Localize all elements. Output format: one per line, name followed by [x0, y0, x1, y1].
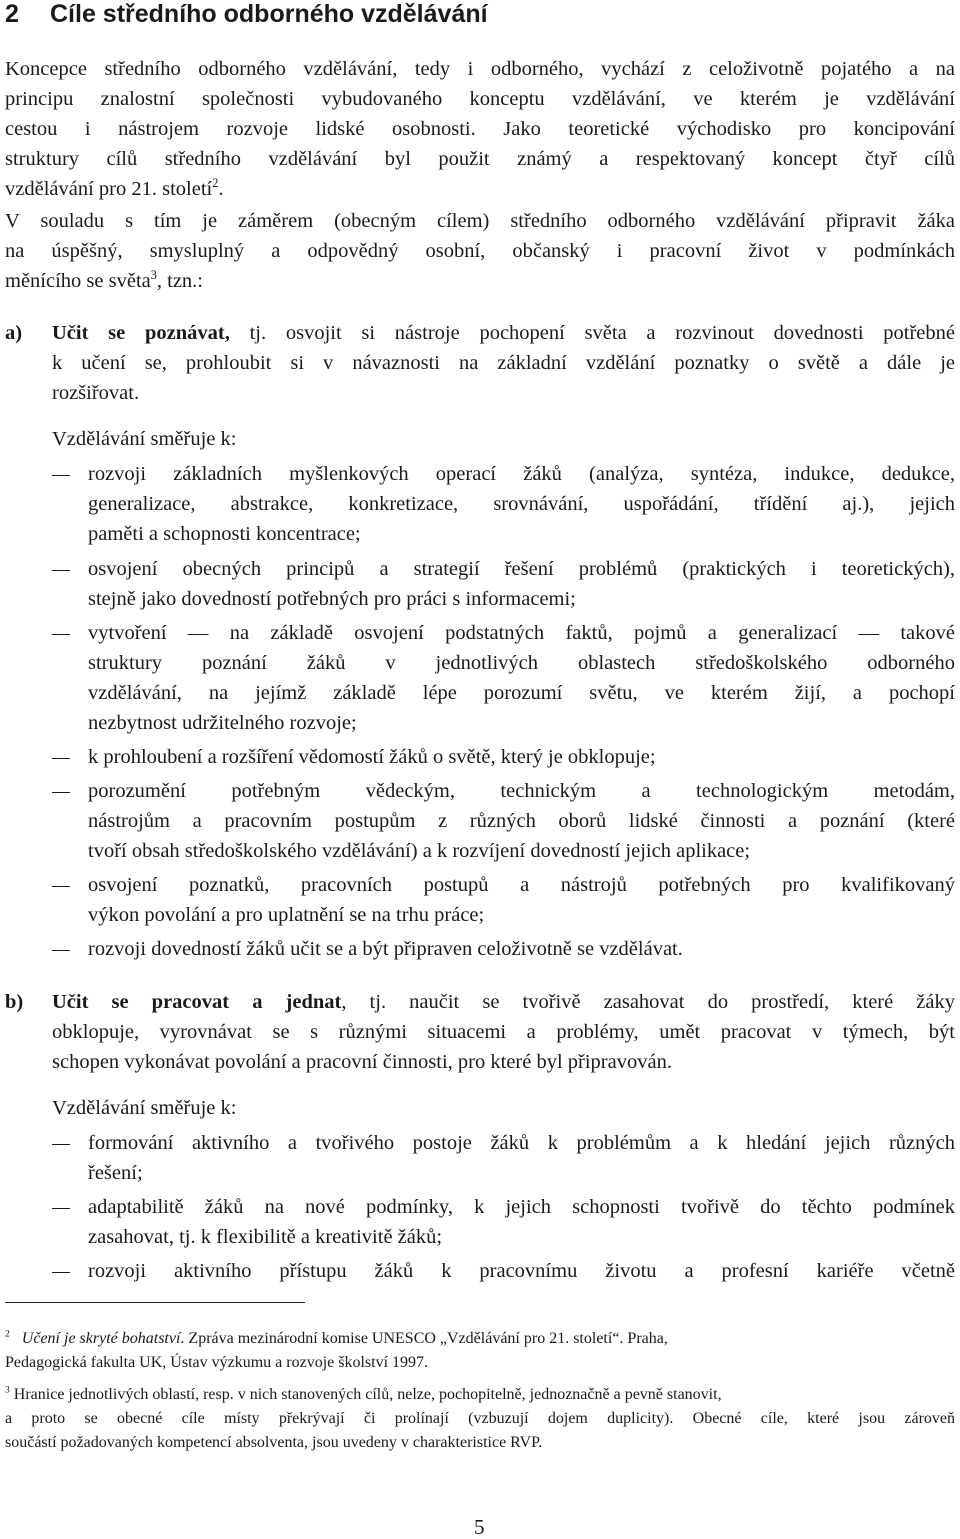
list-item-line: tvoří obsah středoškolského vzdělávání) a k rozvíjení dovedností jejich aplikace;	[88, 840, 751, 862]
footnote-3-line-2: a proto se obecné cíle místy překrývají či prolínají (vzbuzují dojem duplicity). Obecné cíle, které jsou zároveň	[5, 1410, 955, 1427]
list-item-line: paměti a schopnosti koncentrace;	[88, 523, 361, 545]
section-b-marker: b)	[5, 991, 24, 1013]
bullet-dash	[52, 475, 70, 476]
bullet-dash	[52, 792, 70, 793]
list-item-line: nezbytnost udržitelného rozvoje;	[88, 712, 357, 734]
list-item-line: zasahovat, tj. k flexibilitě a kreativitě žáků;	[88, 1226, 443, 1248]
intro-line-4: struktury cílů středního vzdělávání byl použit známý a respektovaný koncept čtyř cílů	[5, 148, 955, 170]
section-heading	[5, 0, 488, 29]
section-a-line-1: Učit se poznávat, tj. osvojit si nástroje pochopení světa a rozvinout dovednosti potřebné	[52, 322, 956, 344]
section-b-title: Učit se pracovat a jednat	[52, 991, 342, 1013]
section-b-line-2: obklopuje, vyrovnávat se s různými situacemi a problémy, umět pracovat v týmech, být	[52, 1021, 955, 1043]
footnote-2-line-2: Pedagogická fakulta UK, Ústav výzkumu a rozvoje školství 1997.	[5, 1354, 429, 1371]
footnote-ref-2[interactable]: 2	[212, 176, 219, 191]
section-a-line-2: k učení se, prohloubit si v návaznosti na základní vzdělání poznatky o světě a dále je	[52, 352, 955, 374]
footnote-3-line-3: součástí požadovaných kompetencí absolventa, jsou uvedeny v charakteristice RVP.	[5, 1434, 543, 1451]
list-item-line: adaptabilitě žáků na nové podmínky, k jejich schopnosti tvořivě do těchto podmínek	[88, 1196, 955, 1218]
section-a-title: Učit se poznávat,	[52, 322, 230, 344]
para2-line-3: měnícího se světa$^3$, tzn.:	[5, 268, 204, 292]
list-item-line: osvojení poznatků, pracovních postupů a nástrojů potřebných pro kvalifikovaný	[88, 874, 955, 896]
intro-line-5: vzdělávání pro 21. století$^2$.	[5, 176, 224, 200]
list-item-line: porozumění potřebným vědeckým, technickým a technologickým metodám,	[88, 780, 955, 802]
list-item-line: řešení;	[88, 1162, 143, 1184]
footnote-separator	[5, 1302, 305, 1303]
list-item-line: výkon povolání a pro uplatnění se na trhu práce;	[88, 904, 485, 926]
bullet-dash	[52, 758, 70, 759]
para2-line-1: V souladu s tím je záměrem (obecným cílem) středního odborného vzdělávání připravit žáka	[5, 210, 955, 232]
list-item-line: k prohloubení a rozšíření vědomostí žáků o světě, který je obklopuje;	[88, 746, 656, 768]
bullet-dash	[52, 570, 70, 571]
section-b-line-3: schopen vykonávat povolání a pracovní činnosti, pro které byl připravován.	[52, 1051, 672, 1073]
section-a-lead: Vzdělávání směřuje k:	[52, 428, 237, 450]
section-a-line-3: rozšiřovat.	[52, 382, 140, 404]
bullet-dash	[52, 634, 70, 635]
footnote-2-line-1: $^2$ Učení je skryté bohatství. Zpráva mezinárodní komise UNESCO „Vzdělávání pro 21. století“. Praha,	[5, 1328, 668, 1347]
footnote-2-mark: 2	[5, 1328, 10, 1340]
section-b-lead: Vzdělávání směřuje k:	[52, 1097, 237, 1119]
bullet-dash	[52, 1272, 70, 1273]
bullet-dash	[52, 950, 70, 951]
list-item-line: vzdělávání, na jejímž základě lépe porozumí světu, ve kterém žijí, a pochopí	[88, 682, 955, 704]
list-item-line: nástrojům a pracovním postupům z různých oborů lidské činnosti a poznání (které	[88, 810, 955, 832]
page-number: 5	[474, 1515, 485, 1539]
intro-line-3: cestou i nástrojem rozvoje lidské osobnosti. Jako teoretické východisko pro koncipování	[5, 118, 955, 140]
list-item-line: rozvoji aktivního přístupu žáků k pracovnímu životu a profesní kariéře včetně	[88, 1260, 955, 1282]
bullet-dash	[52, 1144, 70, 1145]
footnote-2-title: Učení je skryté bohatství	[21, 1330, 181, 1347]
footnote-3-mark: 3	[5, 1384, 10, 1396]
list-item-line: osvojení obecných principů a strategií řešení problémů (praktických i teoretických),	[88, 558, 955, 580]
list-item-line: rozvoji základních myšlenkových operací žáků (analýza, syntéza, indukce, dedukce,	[88, 463, 955, 485]
bullet-dash	[52, 886, 70, 887]
list-item-line: vytvoření — na základě osvojení podstatných faktů, pojmů a generalizací — takové	[88, 622, 955, 644]
footnote-3-line-1: $^3$ Hranice jednotlivých oblastí, resp. v nich stanovených cílů, nelze, pochopitelně, jednoznačně a pevně stanovit,	[5, 1384, 722, 1403]
section-a-marker: a)	[5, 322, 23, 344]
footnote-ref-3[interactable]: 3	[150, 268, 157, 283]
intro-line-2: principu znalostní společnosti vybudovaného konceptu vzdělávání, ve kterém je vzdělávání	[5, 88, 955, 110]
intro-line-1: Koncepce středního odborného vzdělávání, tedy i odborného, vychází z celoživotně pojatého a na	[5, 58, 955, 80]
list-item-line: generalizace, abstrakce, konkretizace, srovnávání, uspořádání, třídění aj.), jejich	[88, 493, 955, 515]
bullet-dash	[52, 1208, 70, 1209]
para2-line-2: na úspěšný, smysluplný a odpovědný osobní, občanský i pracovní život v podmínkách	[5, 240, 955, 262]
list-item-line: formování aktivního a tvořivého postoje žáků k problémům a k hledání jejich různých	[88, 1132, 955, 1154]
section-title: Cíle středního odborného vzdělávání	[50, 0, 488, 28]
section-number: 2	[5, 0, 19, 28]
list-item-line: rozvoji dovedností žáků učit se a být připraven celoživotně se vzdělávat.	[88, 938, 683, 960]
list-item-line: struktury poznání žáků v jednotlivých oblastech středoškolského odborného	[88, 652, 955, 674]
list-item-line: stejně jako dovedností potřebných pro práci s informacemi;	[88, 588, 576, 610]
section-b-line-1: Učit se pracovat a jednat, tj. naučit se tvořivě zasahovat do prostředí, které žáky	[52, 991, 956, 1013]
